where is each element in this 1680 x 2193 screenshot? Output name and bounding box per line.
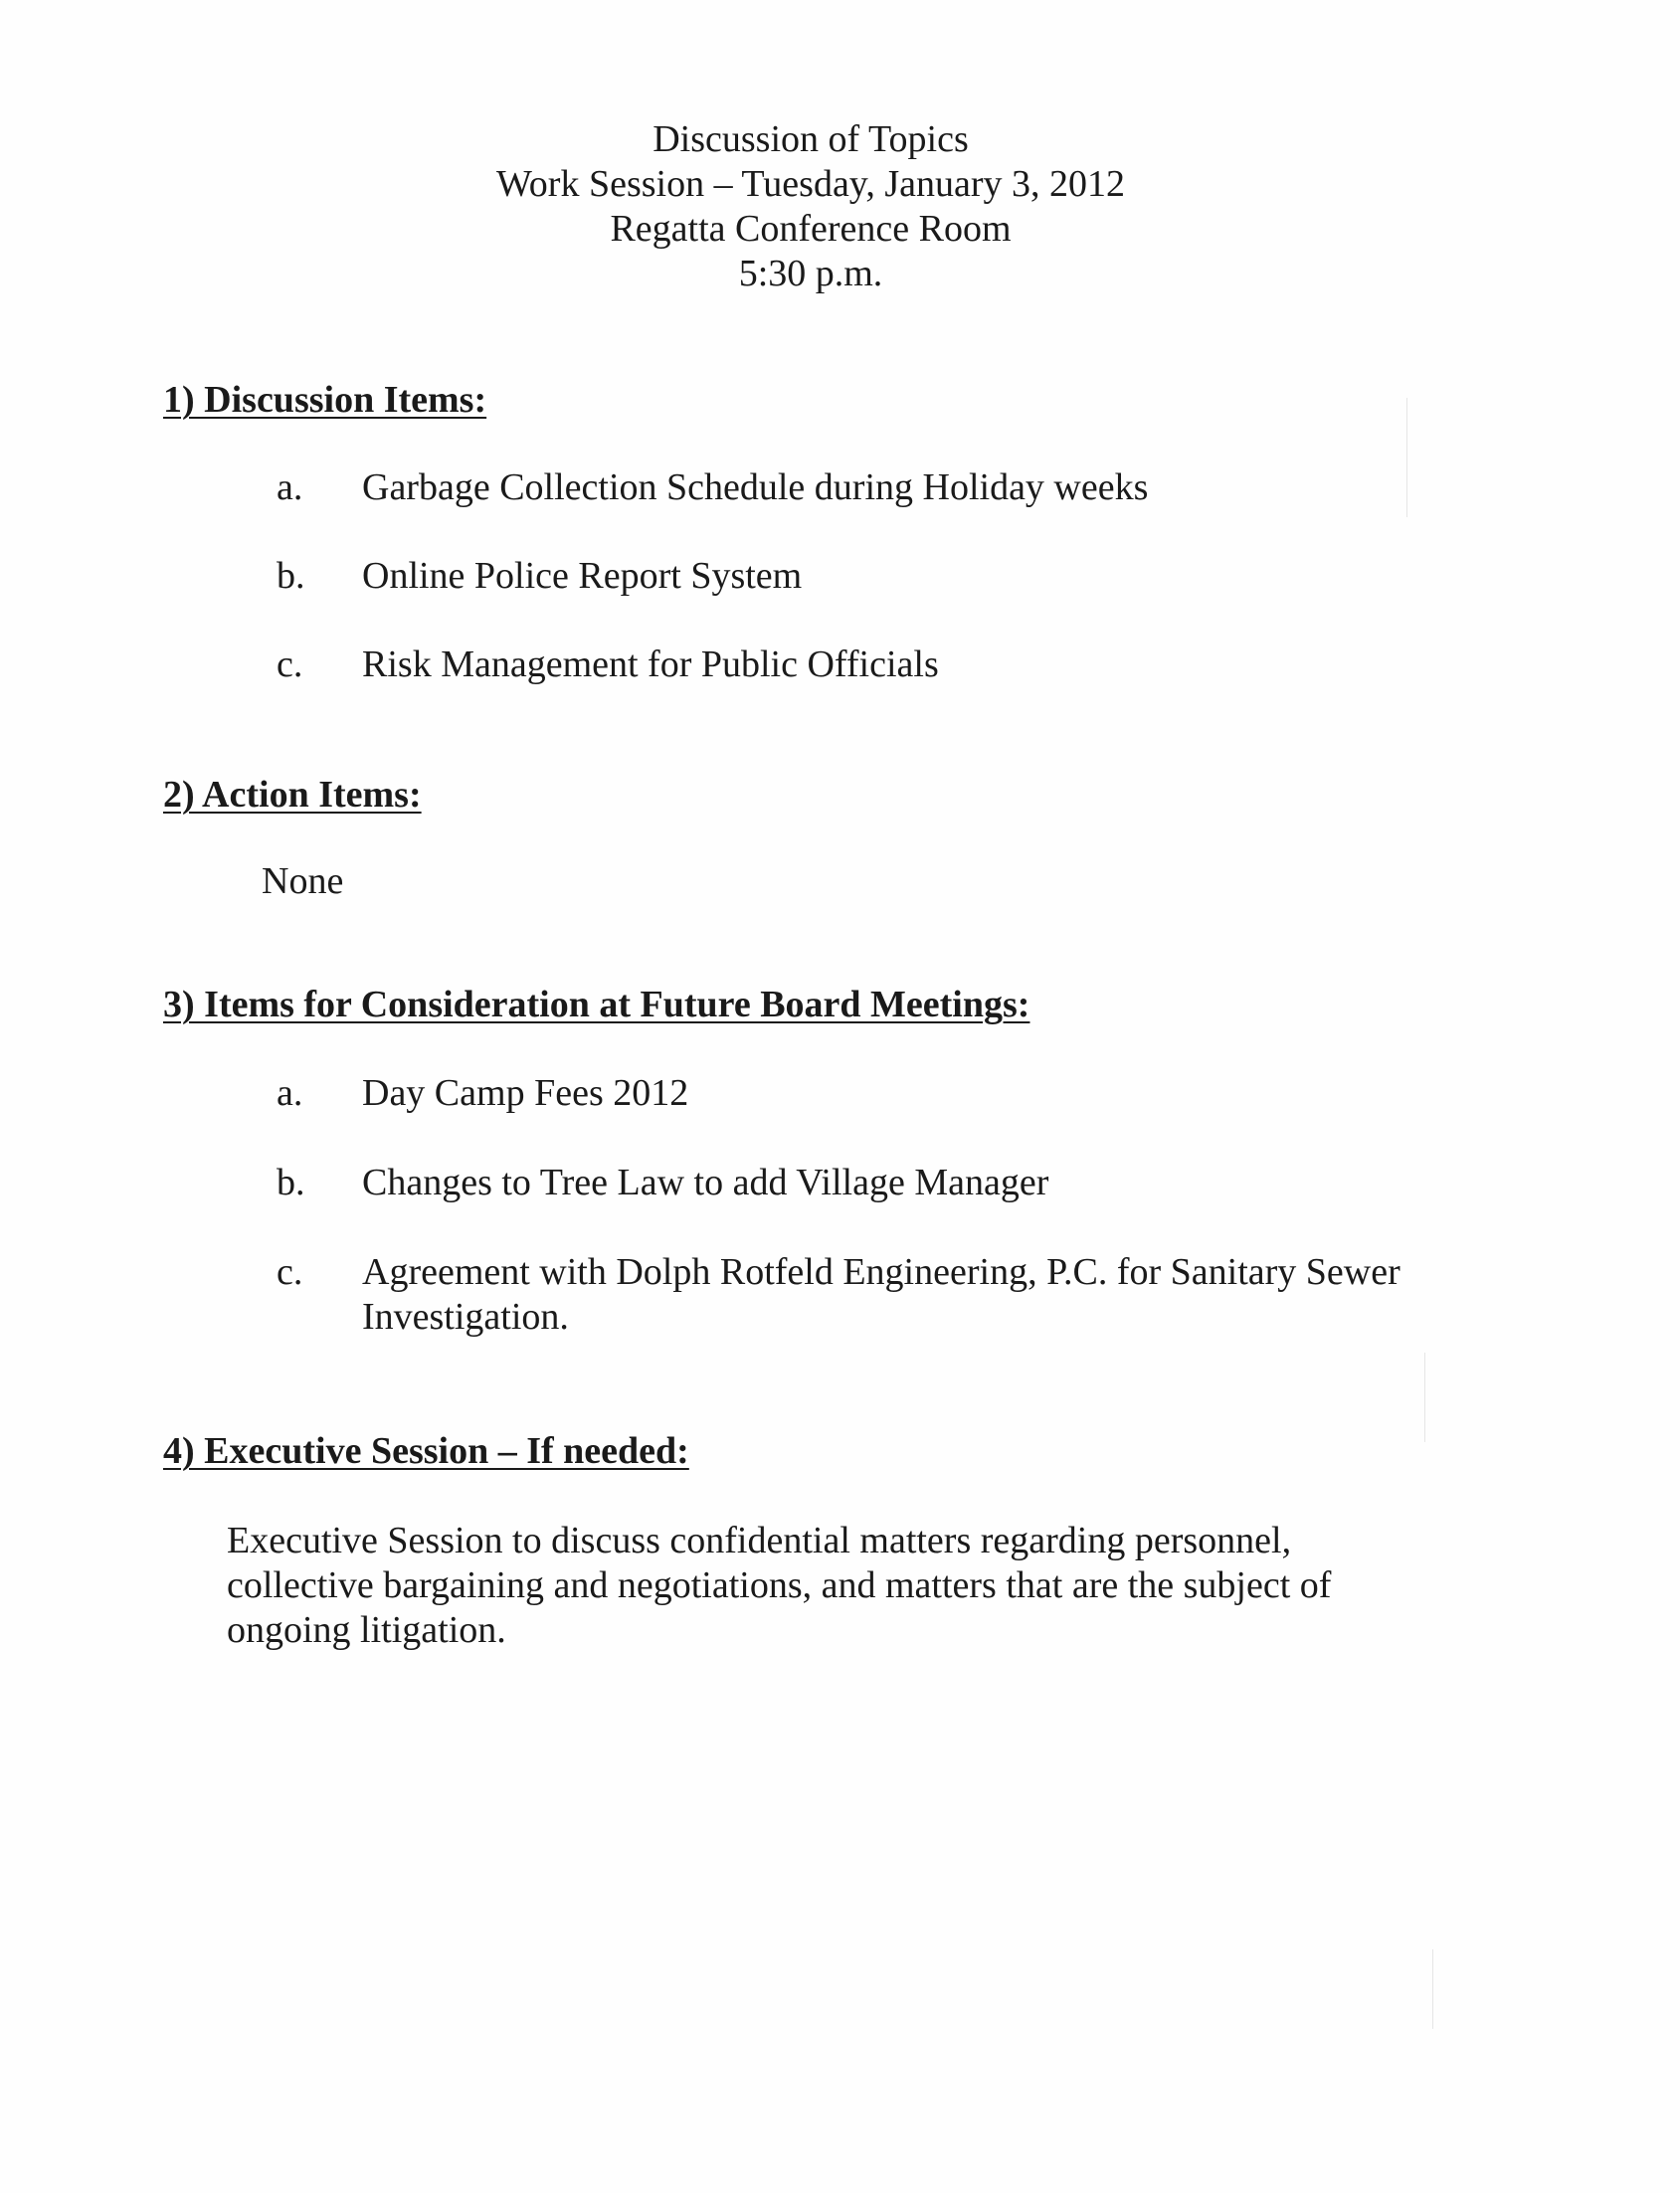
list-item-text: Garbage Collection Schedule during Holiday weeks [362,466,1149,508]
list-item-text-continued: Investigation. [362,1296,569,1338]
list-item-text: Online Police Report System [362,555,803,597]
section-heading-action: 2) Action Items: [163,774,422,816]
section-heading-discussion: 1) Discussion Items: [163,379,487,421]
action-items-body: None [262,860,344,902]
scan-artifact [1406,398,1407,517]
list-marker: c. [277,1251,303,1293]
header-location: Regatta Conference Room [610,208,1012,250]
executive-session-paragraph [227,1519,1470,1653]
header-session: Work Session – Tuesday, January 3, 2012 [495,163,1126,205]
scan-artifact [1432,1949,1433,2029]
list-marker: a. [277,466,303,508]
header-time: 5:30 p.m. [738,253,883,294]
list-marker: a. [277,1072,303,1114]
list-item-text: Changes to Tree Law to add Village Manager [362,1162,1049,1203]
header-title: Discussion of Topics [653,118,969,160]
list-item-text: Agreement with Dolph Rotfeld Engineering, P.C. for Sanitary Sewer [362,1251,1400,1293]
list-item-text: Day Camp Fees 2012 [362,1072,689,1114]
document-header [0,117,1621,296]
section-heading-executive: 4) Executive Session – If needed: [163,1430,689,1472]
scan-artifact [1424,1353,1425,1442]
list-marker: b. [277,555,305,597]
paragraph-line: ongoing litigation. [227,1609,506,1651]
list-item-text: Risk Management for Public Officials [362,643,939,685]
list-marker: c. [277,643,303,685]
paragraph-line: collective bargaining and negotiations, and matters that are the subject of [227,1564,1332,1606]
paragraph-line: Executive Session to discuss confidential matters regarding personnel, [227,1520,1292,1561]
section-heading-future: 3) Items for Consideration at Future Board Meetings: [163,984,1030,1025]
list-marker: b. [277,1162,305,1203]
